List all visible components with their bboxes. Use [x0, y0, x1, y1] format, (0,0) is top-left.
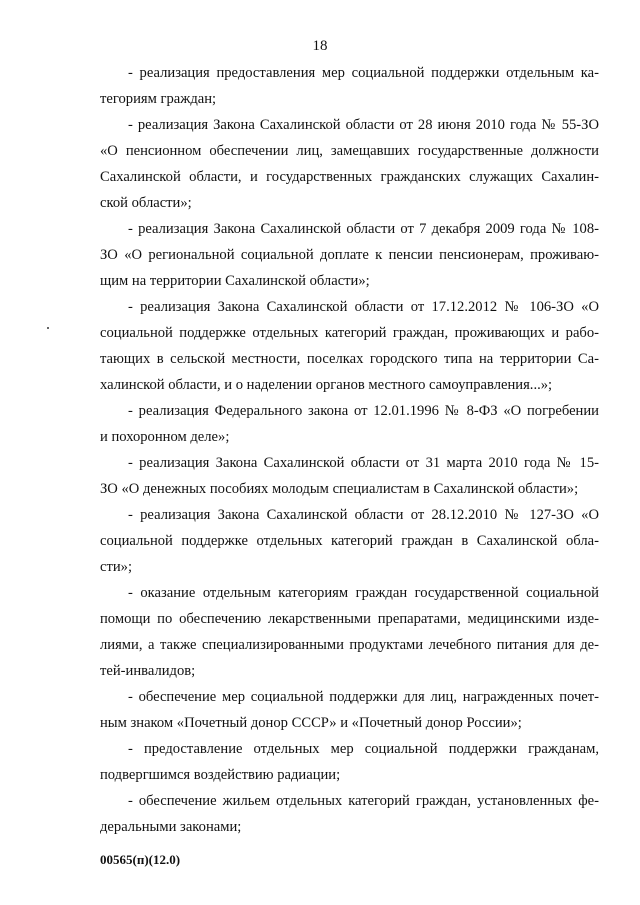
- text-line: ЗО «О региональной социальной доплате к пенсии пенсионерам, проживаю-: [100, 247, 599, 263]
- text-line: - реализация Закона Сахалинской области от 7 декабря 2009 года № 108-: [128, 221, 599, 237]
- text-line: халинской области, и о наделении органов местного самоуправления...»;: [100, 377, 553, 393]
- text-line: помощи по обеспечению лекарственными препаратами, медицинскими изде-: [100, 611, 599, 627]
- text-line: щим на территории Сахалинской области»;: [100, 273, 370, 289]
- text-line: сти»;: [100, 559, 133, 575]
- list-item-paragraph: [100, 684, 599, 736]
- list-item-paragraph: [100, 736, 599, 788]
- text-line: - обеспечение мер социальной поддержки для лиц, награжденных почет-: [128, 689, 599, 705]
- text-line: социальной поддержке отдельных категорий граждан, проживающих и рабо-: [100, 325, 599, 341]
- text-line: тегориям граждан;: [100, 91, 217, 107]
- text-line: Сахалинской области, и государственных гражданских служащих Сахалин-: [100, 169, 599, 185]
- list-item-paragraph: [100, 788, 599, 840]
- text-line: - оказание отдельным категориям граждан государственной социальной: [128, 585, 599, 601]
- list-item-paragraph: [100, 60, 599, 112]
- text-line: «О пенсионном обеспечении лиц, замещавших государственные должности: [100, 143, 599, 159]
- list-item-paragraph: [100, 112, 599, 216]
- text-line: тающих в сельской местности, поселках городского типа на территории Са-: [100, 351, 599, 367]
- text-line: - реализация Закона Сахалинской области от 31 марта 2010 года № 15-: [128, 455, 599, 471]
- list-item-paragraph: [100, 450, 599, 502]
- text-line: деральными законами;: [100, 819, 242, 835]
- list-item-paragraph: [100, 580, 599, 684]
- list-item-paragraph: [100, 398, 599, 450]
- list-item-paragraph: [100, 502, 599, 580]
- text-line: - обеспечение жильем отдельных категорий граждан, установленных фе-: [128, 793, 599, 809]
- text-line: - реализация Закона Сахалинской области от 17.12.2012 № 106-ЗО «О: [128, 299, 599, 315]
- text-line: и похоронном деле»;: [100, 429, 230, 445]
- text-line: - реализация предоставления мер социальной поддержки отдельным ка-: [128, 65, 599, 81]
- text-line: ЗО «О денежных пособиях молодым специалистам в Сахалинской области»;: [100, 481, 579, 497]
- text-line: - реализация Закона Сахалинской области от 28 июня 2010 года № 55-ЗО: [128, 117, 599, 133]
- text-line: лиями, а также специализированными продуктами лечебного питания для де-: [100, 637, 599, 653]
- text-line: - реализация Федерального закона от 12.01.1996 № 8-ФЗ «О погребении: [128, 403, 599, 419]
- scan-artifact: [47, 327, 49, 329]
- document-body: [100, 60, 599, 840]
- text-line: подвергшимся воздействию радиации;: [100, 767, 341, 783]
- page-number: 18: [312, 38, 328, 54]
- list-item-paragraph: [100, 294, 599, 398]
- document-code: 00565(п)(12.0): [100, 852, 181, 867]
- text-line: - реализация Закона Сахалинской области от 28.12.2010 № 127-ЗО «О: [128, 507, 599, 523]
- text-line: социальной поддержке отдельных категорий граждан в Сахалинской обла-: [100, 533, 599, 549]
- text-line: тей-инвалидов;: [100, 663, 196, 679]
- text-line: - предоставление отдельных мер социальной поддержки гражданам,: [128, 741, 599, 757]
- list-item-paragraph: [100, 216, 599, 294]
- text-line: ным знаком «Почетный донор СССР» и «Почетный донор России»;: [100, 715, 522, 731]
- text-line: ской области»;: [100, 195, 192, 211]
